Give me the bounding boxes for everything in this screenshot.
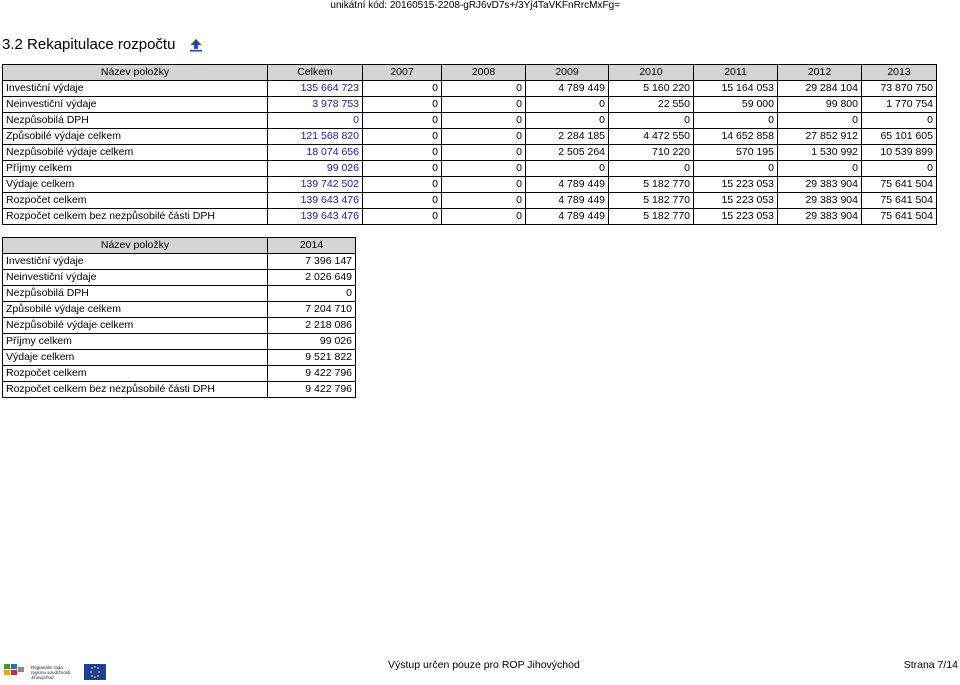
- cell-value: 9 521 822: [268, 350, 356, 366]
- cell-value: 18 074 656: [268, 145, 363, 161]
- column-header: Název položky: [3, 238, 268, 254]
- cell-value: 4 789 449: [526, 177, 609, 193]
- row-label: Nezpůsobilá DPH: [3, 286, 268, 302]
- cell-value: 0: [526, 113, 609, 129]
- cell-value: 29 383 904: [778, 209, 862, 225]
- cell-value: 0: [526, 97, 609, 113]
- cell-value: 0: [442, 209, 526, 225]
- cell-value: 15 223 053: [694, 209, 778, 225]
- cell-value: 139 643 476: [268, 209, 363, 225]
- cell-value: 2 284 185: [526, 129, 609, 145]
- cell-value: 0: [694, 161, 778, 177]
- cell-value: 10 539 899: [862, 145, 937, 161]
- cell-value: 59 000: [694, 97, 778, 113]
- table-row: [3, 97, 937, 113]
- cell-value: 0: [442, 81, 526, 97]
- cell-value: 4 789 449: [526, 81, 609, 97]
- cell-value: 9 422 796: [268, 366, 356, 382]
- cell-value: 0: [363, 81, 442, 97]
- table-row: [3, 382, 356, 398]
- column-header: 2008: [442, 65, 526, 81]
- cell-value: 2 026 649: [268, 270, 356, 286]
- page-number: Strana 7/14: [903, 659, 958, 671]
- table-row: [3, 177, 937, 193]
- row-label: Neinvestiční výdaje: [3, 270, 268, 286]
- row-label: Nezpůsobilé výdaje celkem: [3, 145, 268, 161]
- cell-value: 4 789 449: [526, 193, 609, 209]
- cell-value: 121 568 820: [268, 129, 363, 145]
- row-label: Rozpočet celkem: [3, 193, 268, 209]
- cell-value: 0: [363, 97, 442, 113]
- cell-value: 4 472 550: [609, 129, 694, 145]
- cell-value: 0: [442, 145, 526, 161]
- cell-value: 0: [526, 161, 609, 177]
- row-label: Rozpočet celkem bez nezpůsobilé části DPH: [3, 209, 268, 225]
- cell-value: 27 852 912: [778, 129, 862, 145]
- cell-value: 0: [442, 193, 526, 209]
- cell-value: 15 223 053: [694, 177, 778, 193]
- row-label: Příjmy celkem: [3, 334, 268, 350]
- row-label: Investiční výdaje: [3, 254, 268, 270]
- cell-value: 710 220: [609, 145, 694, 161]
- cell-value: 0: [363, 161, 442, 177]
- row-label: Způsobilé výdaje celkem: [3, 129, 268, 145]
- cell-value: 0: [694, 113, 778, 129]
- cell-value: 7 396 147: [268, 254, 356, 270]
- logo-caption: Regionální rada regionu soudržnosti Jihovýchod: [31, 664, 71, 680]
- cell-value: 139 643 476: [268, 193, 363, 209]
- table-row: [3, 113, 937, 129]
- cell-value: 0: [268, 113, 363, 129]
- column-header: 2007: [363, 65, 442, 81]
- cell-value: 0: [862, 161, 937, 177]
- cell-value: 0: [363, 113, 442, 129]
- cell-value: 99 026: [268, 334, 356, 350]
- cell-value: 73 870 750: [862, 81, 937, 97]
- table-row: [3, 145, 937, 161]
- cell-value: 0: [363, 177, 442, 193]
- footer-text: Výstup určen pouze pro ROP Jihovýchod: [388, 659, 580, 671]
- cell-value: 4 789 449: [526, 209, 609, 225]
- row-label: Příjmy celkem: [3, 161, 268, 177]
- table-row: [3, 254, 356, 270]
- cell-value: 139 742 502: [268, 177, 363, 193]
- unique-code: unikátní kód: 20160515-2208-gRJ6vD7s+/3Yj4TaVKFnRrcMxFg=: [330, 0, 620, 11]
- column-header: Název položky: [3, 65, 268, 81]
- row-label: Investiční výdaje: [3, 81, 268, 97]
- cell-value: 0: [363, 129, 442, 145]
- section-title: [2, 36, 203, 53]
- row-label: Rozpočet celkem: [3, 366, 268, 382]
- cell-value: 5 182 770: [609, 177, 694, 193]
- row-label: Výdaje celkem: [3, 350, 268, 366]
- table-row: [3, 193, 937, 209]
- regional-council-logo: [4, 661, 76, 683]
- column-header: 2011: [694, 65, 778, 81]
- cell-value: 0: [442, 113, 526, 129]
- table-row: [3, 270, 356, 286]
- budget-table-2007-2013: [2, 64, 937, 225]
- cell-value: 0: [268, 286, 356, 302]
- cell-value: 0: [778, 161, 862, 177]
- cell-value: 75 641 504: [862, 177, 937, 193]
- cell-value: 0: [363, 145, 442, 161]
- cell-value: 9 422 796: [268, 382, 356, 398]
- budget-table-2014: [2, 237, 356, 398]
- cell-value: 29 383 904: [778, 193, 862, 209]
- cell-value: 99 026: [268, 161, 363, 177]
- section-title-text: 3.2 Rekapitulace rozpočtu: [2, 36, 176, 53]
- row-label: Nezpůsobilá DPH: [3, 113, 268, 129]
- cell-value: 75 641 504: [862, 193, 937, 209]
- row-label: Neinvestiční výdaje: [3, 97, 268, 113]
- table-row: [3, 81, 937, 97]
- cell-value: 99 800: [778, 97, 862, 113]
- cell-value: 0: [363, 209, 442, 225]
- cell-value: 15 164 053: [694, 81, 778, 97]
- eu-flag-icon: [84, 664, 106, 680]
- cell-value: 22 550: [609, 97, 694, 113]
- cell-value: 5 182 770: [609, 209, 694, 225]
- cell-value: 29 284 104: [778, 81, 862, 97]
- cell-value: 2 218 086: [268, 318, 356, 334]
- table-row: [3, 366, 356, 382]
- cell-value: 0: [363, 193, 442, 209]
- table-row: [3, 334, 356, 350]
- cell-value: 0: [609, 113, 694, 129]
- cell-value: 65 101 605: [862, 129, 937, 145]
- column-header: Celkem: [268, 65, 363, 81]
- table-row: [3, 350, 356, 366]
- cell-value: 570 195: [694, 145, 778, 161]
- arrow-up-icon[interactable]: [189, 38, 203, 52]
- cell-value: 15 223 053: [694, 193, 778, 209]
- cell-value: 1 770 754: [862, 97, 937, 113]
- cell-value: 5 160 220: [609, 81, 694, 97]
- regional-council-logo-icon: [4, 662, 28, 682]
- table-row: [3, 318, 356, 334]
- table-row: [3, 209, 937, 225]
- cell-value: 7 204 710: [268, 302, 356, 318]
- cell-value: 0: [442, 129, 526, 145]
- table-row: [3, 129, 937, 145]
- cell-value: 29 383 904: [778, 177, 862, 193]
- cell-value: 0: [862, 113, 937, 129]
- column-header: 2014: [268, 238, 356, 254]
- cell-value: 2 505 264: [526, 145, 609, 161]
- cell-value: 0: [778, 113, 862, 129]
- row-label: Nezpůsobilé výdaje celkem: [3, 318, 268, 334]
- cell-value: 75 641 504: [862, 209, 937, 225]
- row-label: Rozpočet celkem bez nezpůsobilé části DPH: [3, 382, 268, 398]
- cell-value: 3 978 753: [268, 97, 363, 113]
- cell-value: 0: [442, 97, 526, 113]
- cell-value: 0: [442, 177, 526, 193]
- column-header: 2012: [778, 65, 862, 81]
- column-header: 2010: [609, 65, 694, 81]
- cell-value: 135 664 723: [268, 81, 363, 97]
- table-row: [3, 302, 356, 318]
- column-header: 2009: [526, 65, 609, 81]
- cell-value: 14 652 858: [694, 129, 778, 145]
- cell-value: 1 530 992: [778, 145, 862, 161]
- row-label: Výdaje celkem: [3, 177, 268, 193]
- column-header: 2013: [862, 65, 937, 81]
- table-row: [3, 161, 937, 177]
- cell-value: 0: [442, 161, 526, 177]
- cell-value: 5 182 770: [609, 193, 694, 209]
- row-label: Způsobilé výdaje celkem: [3, 302, 268, 318]
- table-row: [3, 286, 356, 302]
- cell-value: 0: [609, 161, 694, 177]
